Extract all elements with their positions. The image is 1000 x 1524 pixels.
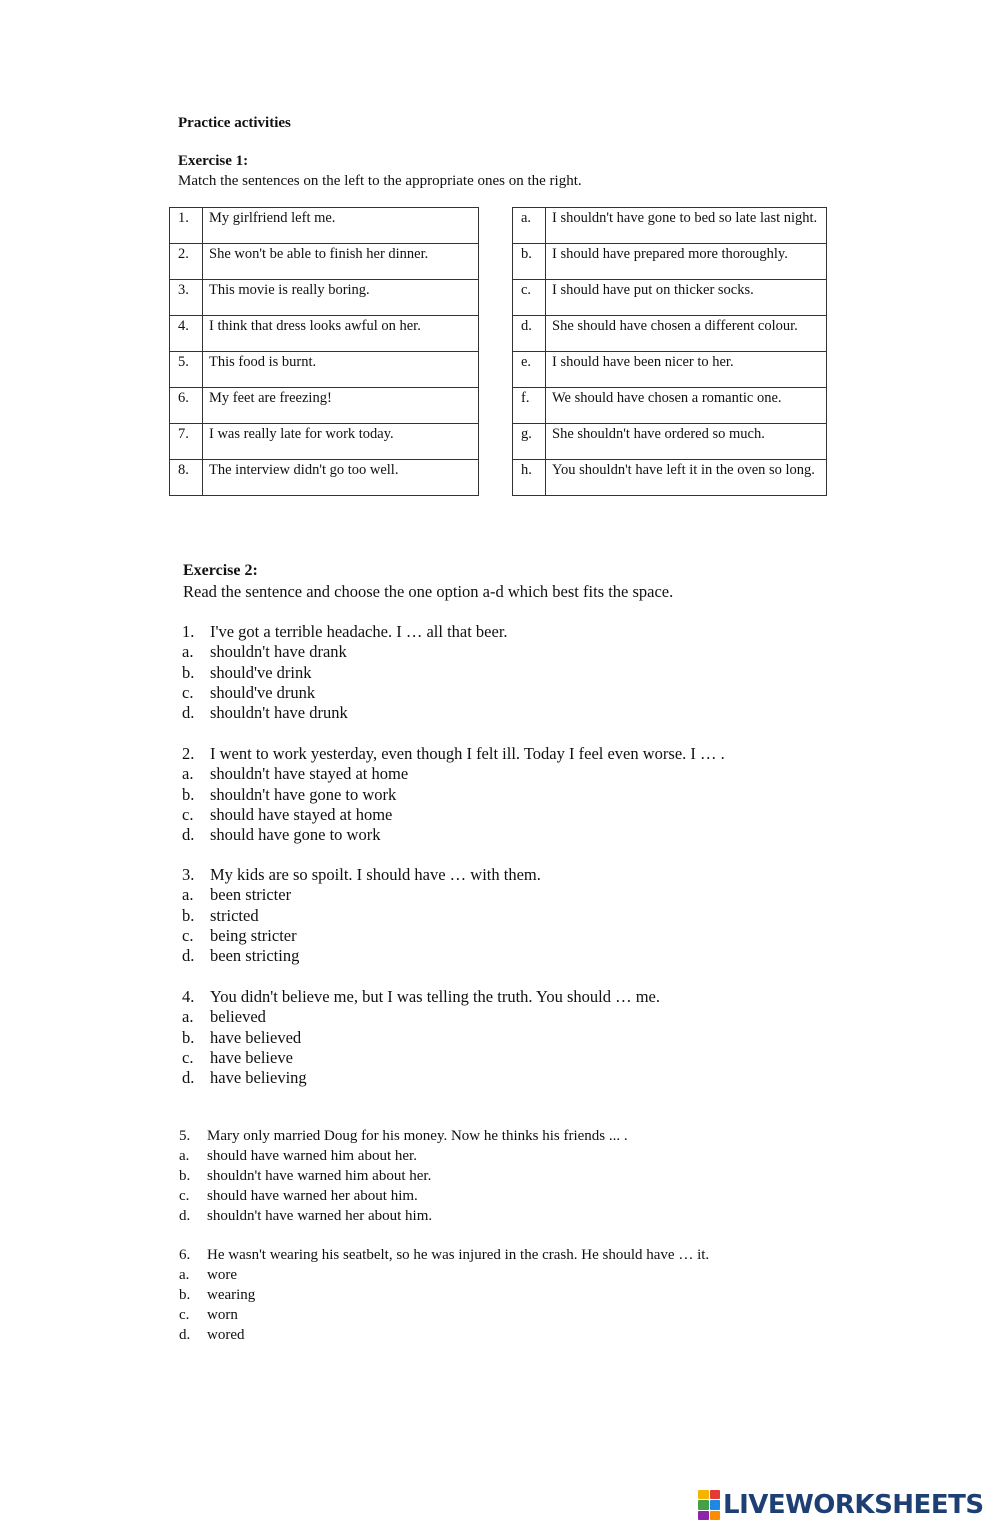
question-text: I went to work yesterday, even though I felt ill. Today I feel even worse. I … . [210, 744, 725, 763]
option-letter: b. [182, 784, 195, 804]
answer-option[interactable] [179, 1207, 628, 1227]
left-item-text: I think that dress looks awful on her. [203, 316, 479, 352]
right-item-text: I should have been nicer to her. [546, 352, 827, 388]
right-row [513, 388, 827, 424]
left-row [170, 244, 479, 280]
exercise2-heading: Exercise 2: [183, 562, 258, 579]
answer-option[interactable] [182, 703, 508, 723]
option-letter: c. [182, 925, 194, 945]
option-letter: d. [179, 1207, 191, 1224]
right-item-number: h. [513, 460, 546, 496]
right-row [513, 352, 827, 388]
left-item-text: This food is burnt. [203, 352, 479, 388]
question-block [179, 1127, 628, 1227]
option-text: stricted [210, 905, 259, 925]
question-number: 2. [182, 744, 195, 763]
option-letter: d. [182, 825, 195, 845]
left-row [170, 352, 479, 388]
left-item-number: 6. [170, 388, 203, 424]
option-text: been stricting [210, 946, 300, 966]
left-item-number: 4. [170, 316, 203, 352]
right-item-text: She shouldn't have ordered so much. [546, 424, 827, 460]
option-letter: a. [182, 1007, 194, 1027]
left-item-number: 1. [170, 208, 203, 244]
question-text: My kids are so spoilt. I should have … with them. [210, 865, 541, 884]
left-item-number: 5. [170, 352, 203, 388]
question-stem [182, 744, 725, 764]
left-item-number: 3. [170, 280, 203, 316]
right-row [513, 244, 827, 280]
answer-option[interactable] [182, 825, 725, 845]
answer-option[interactable] [179, 1167, 628, 1187]
question-stem [179, 1246, 709, 1266]
answer-option[interactable] [182, 906, 541, 926]
logo-mark-square [698, 1500, 709, 1509]
right-item-text: She should have chosen a different colour. [546, 316, 827, 352]
left-item-number: 7. [170, 424, 203, 460]
option-text: shouldn't have stayed at home [210, 764, 409, 784]
option-text: wearing [207, 1286, 256, 1303]
option-text: should have warned him about her. [207, 1147, 417, 1164]
option-text: should have warned her about him. [207, 1187, 418, 1204]
exercise1-heading: Exercise 1: [178, 153, 249, 169]
answer-option[interactable] [182, 805, 725, 825]
left-row [170, 388, 479, 424]
left-item-number: 8. [170, 460, 203, 496]
option-letter: c. [179, 1306, 190, 1323]
answer-option[interactable] [182, 1007, 660, 1027]
answer-option[interactable] [182, 926, 541, 946]
question-text: You didn't believe me, but I was telling the truth. You should … me. [210, 987, 660, 1006]
logo-mark-square [710, 1490, 721, 1499]
right-item-text: I shouldn't have gone to bed so late last night. [546, 208, 827, 244]
left-item-text: This movie is really boring. [203, 280, 479, 316]
question-number: 3. [182, 865, 195, 884]
option-letter: d. [182, 703, 195, 723]
liveworksheets-logo-icon [698, 1490, 720, 1520]
option-text: worn [207, 1306, 238, 1323]
left-item-number: 2. [170, 244, 203, 280]
option-letter: c. [182, 1047, 194, 1067]
right-item-number: g. [513, 424, 546, 460]
question-block [179, 1246, 709, 1346]
right-row [513, 280, 827, 316]
question-number: 5. [179, 1128, 191, 1144]
right-row [513, 424, 827, 460]
option-letter: b. [179, 1167, 191, 1184]
question-stem [182, 987, 660, 1007]
left-row [170, 316, 479, 352]
right-item-text: I should have put on thicker socks. [546, 280, 827, 316]
option-letter: d. [182, 946, 195, 966]
logo-mark-square [710, 1511, 721, 1520]
answer-option[interactable] [182, 785, 725, 805]
exercise1-instruction: Match the sentences on the left to the appropriate ones on the right. [178, 173, 582, 189]
left-row [170, 280, 479, 316]
right-row [513, 460, 827, 496]
right-item-text: We should have chosen a romantic one. [546, 388, 827, 424]
option-text: wored [207, 1326, 245, 1343]
option-text: shouldn't have drank [210, 642, 347, 662]
left-row [170, 460, 479, 496]
left-item-text: My feet are freezing! [203, 388, 479, 424]
answer-option[interactable] [179, 1306, 709, 1326]
option-letter: a. [179, 1147, 190, 1164]
question-block [182, 744, 725, 845]
right-row [513, 208, 827, 244]
answer-option[interactable] [179, 1266, 709, 1286]
option-text: have believed [210, 1027, 302, 1047]
answer-option[interactable] [182, 1068, 660, 1088]
option-letter: a. [182, 764, 194, 784]
question-text: Mary only married Doug for his money. Now he thinks his friends ... . [207, 1128, 628, 1144]
answer-option[interactable] [179, 1286, 709, 1306]
right-item-number: c. [513, 280, 546, 316]
answer-option[interactable] [182, 946, 541, 966]
answer-option[interactable] [182, 642, 508, 662]
right-item-text: I should have prepared more thoroughly. [546, 244, 827, 280]
option-letter: c. [179, 1187, 190, 1204]
question-stem [179, 1127, 628, 1147]
question-number: 4. [182, 987, 195, 1006]
option-letter: c. [182, 804, 194, 824]
logo-mark-square [698, 1511, 709, 1520]
left-item-text: I was really late for work today. [203, 424, 479, 460]
option-letter: b. [182, 905, 195, 925]
left-row [170, 208, 479, 244]
logo-mark-square [698, 1490, 709, 1499]
answer-option[interactable] [179, 1147, 628, 1167]
answer-option[interactable] [182, 764, 725, 784]
answer-option[interactable] [182, 683, 508, 703]
option-text: should've drunk [210, 682, 316, 702]
option-letter: a. [182, 642, 194, 662]
answer-option[interactable] [182, 663, 508, 683]
logo-mark-square [710, 1500, 721, 1509]
option-text: wore [207, 1266, 237, 1283]
option-text: shouldn't have warned him about her. [207, 1167, 432, 1184]
answer-option[interactable] [182, 1028, 660, 1048]
left-item-text: My girlfriend left me. [203, 208, 479, 244]
option-letter: b. [179, 1286, 191, 1303]
option-text: should have stayed at home [210, 804, 393, 824]
option-text: should've drink [210, 662, 312, 682]
option-letter: c. [182, 682, 194, 702]
option-text: shouldn't have warned her about him. [207, 1207, 433, 1224]
liveworksheets-logo [698, 1488, 984, 1522]
option-letter: d. [179, 1326, 191, 1343]
option-text: been stricter [210, 885, 292, 905]
option-text: shouldn't have drunk [210, 703, 348, 723]
right-item-number: d. [513, 316, 546, 352]
option-letter: a. [179, 1266, 190, 1283]
question-block [182, 622, 508, 723]
option-text: believed [210, 1007, 266, 1027]
page-title: Practice activities [178, 115, 291, 131]
answer-option[interactable] [179, 1326, 709, 1346]
right-item-number: b. [513, 244, 546, 280]
option-text: have believe [210, 1047, 293, 1067]
right-item-number: a. [513, 208, 546, 244]
question-number: 1. [182, 622, 195, 641]
right-item-number: e. [513, 352, 546, 388]
question-stem [182, 865, 541, 885]
question-stem [182, 622, 508, 642]
left-item-text: The interview didn't go too well. [203, 460, 479, 496]
right-item-number: f. [513, 388, 546, 424]
answer-option[interactable] [182, 1048, 660, 1068]
answer-option[interactable] [179, 1187, 628, 1207]
right-row [513, 316, 827, 352]
option-letter: b. [182, 662, 195, 682]
exercise2-instruction: Read the sentence and choose the one option a-d which best fits the space. [183, 582, 674, 601]
option-letter: a. [182, 885, 194, 905]
exercise1-left-table [169, 207, 479, 496]
left-row [170, 424, 479, 460]
exercise1-right-table [512, 207, 827, 496]
question-text: He wasn't wearing his seatbelt, so he was injured in the crash. He should have … it. [207, 1247, 710, 1263]
right-item-text: You shouldn't have left it in the oven so long. [546, 460, 827, 496]
option-text: have believing [210, 1068, 307, 1088]
option-text: shouldn't have gone to work [210, 784, 397, 804]
answer-option[interactable] [182, 885, 541, 905]
option-text: being stricter [210, 925, 297, 945]
question-block [182, 987, 660, 1088]
option-letter: b. [182, 1027, 195, 1047]
question-text: I've got a terrible headache. I … all that beer. [210, 622, 508, 641]
logo-text: LIVEWORKSHEETS [723, 1490, 984, 1520]
question-number: 6. [179, 1247, 191, 1263]
option-text: should have gone to work [210, 825, 381, 845]
question-block [182, 865, 541, 966]
left-item-text: She won't be able to finish her dinner. [203, 244, 479, 280]
option-letter: d. [182, 1068, 195, 1088]
